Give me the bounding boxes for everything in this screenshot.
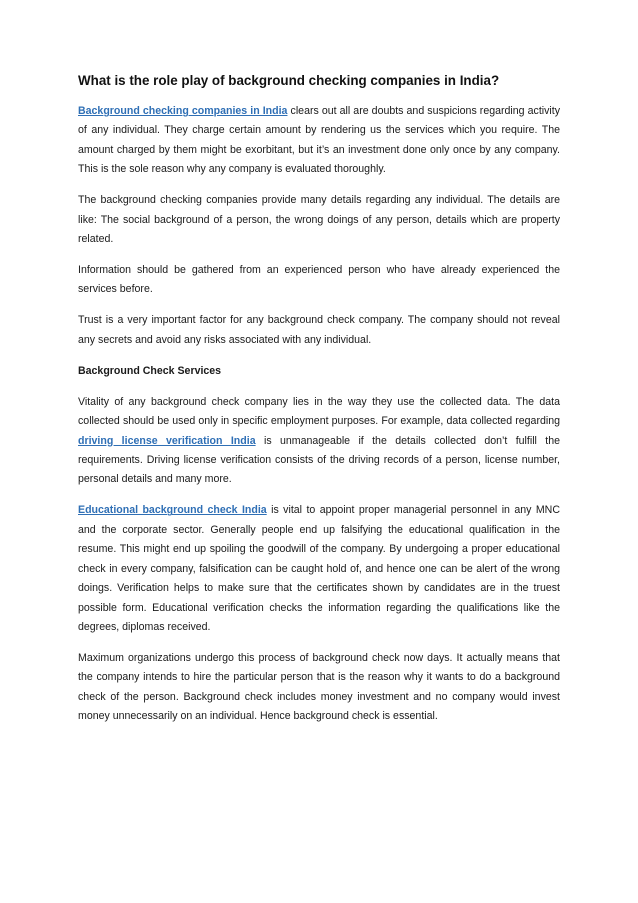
link-background-checking-companies[interactable]: Background checking companies in India: [78, 105, 288, 117]
paragraph-vitality: [78, 393, 560, 490]
section-heading-services: Background Check Services: [78, 364, 222, 377]
paragraph-vitality-text-after: is unmanageable if the details collected don’t fulfill the requirements. Driving license verification consists of the driving records of a person, license number, personal details and many more.: [78, 434, 560, 486]
paragraph-educational: [78, 501, 560, 637]
link-educational-background-check[interactable]: Educational background check India: [78, 504, 267, 517]
paragraph-conclusion: Maximum organizations undergo this process of background check now days. It actually means that the company intends to hire the particular person that is the reason why it wants to do a background check of the person. Background check includes money investment and no company would invest money unnecessarily on an individual. Hence background check is essential.: [78, 651, 560, 723]
paragraph-details: The background checking companies provide many details regarding any individual. The details are like: The social background of a person, the wrong doings of any person, details which are property related.: [78, 194, 560, 246]
paragraph-vitality-text-before: Vitality of any background check company lies in the way they use the collected data. The data collected should be used only in specific employment purposes. For example, data collected regarding: [78, 395, 560, 428]
paragraph-information: Information should be gathered from an experienced person who have already experienced the services before.: [78, 264, 560, 296]
link-driving-license-verification[interactable]: driving license verification India: [78, 434, 256, 447]
paragraph-trust: Trust is a very important factor for any background check company. The company should not reveal any secrets and avoid any risks associated with any individual.: [78, 314, 560, 346]
paragraph-educational-text: is vital to appoint proper managerial personnel in any MNC and the corporate sector. Generally people end up falsifying the educational qualification in the resume. This might end up spoiling the goodwill of the company. By undergoing a proper educational check in every company, falsification can be caught hold of, and hence one can be alert of the wrong doings. Verification helps to make sure that the certificates shown by candidates are in the truest possible form. Educational verification checks the information regarding the qualifications like the degrees, diplomas received.: [78, 504, 560, 633]
paragraph-intro: [78, 102, 560, 180]
document-title: What is the role play of background checking companies in India?: [78, 73, 500, 88]
paragraph-intro-text: clears out all are doubts and suspicions regarding activity of any individual. They charge certain amount by rendering us the services which you require. The amount charged by them might be exorbitant, but it’s an investment done only once by any company. This is the sole reason why any company is evaluated thoroughly.: [78, 105, 561, 176]
document-page: [78, 72, 560, 738]
